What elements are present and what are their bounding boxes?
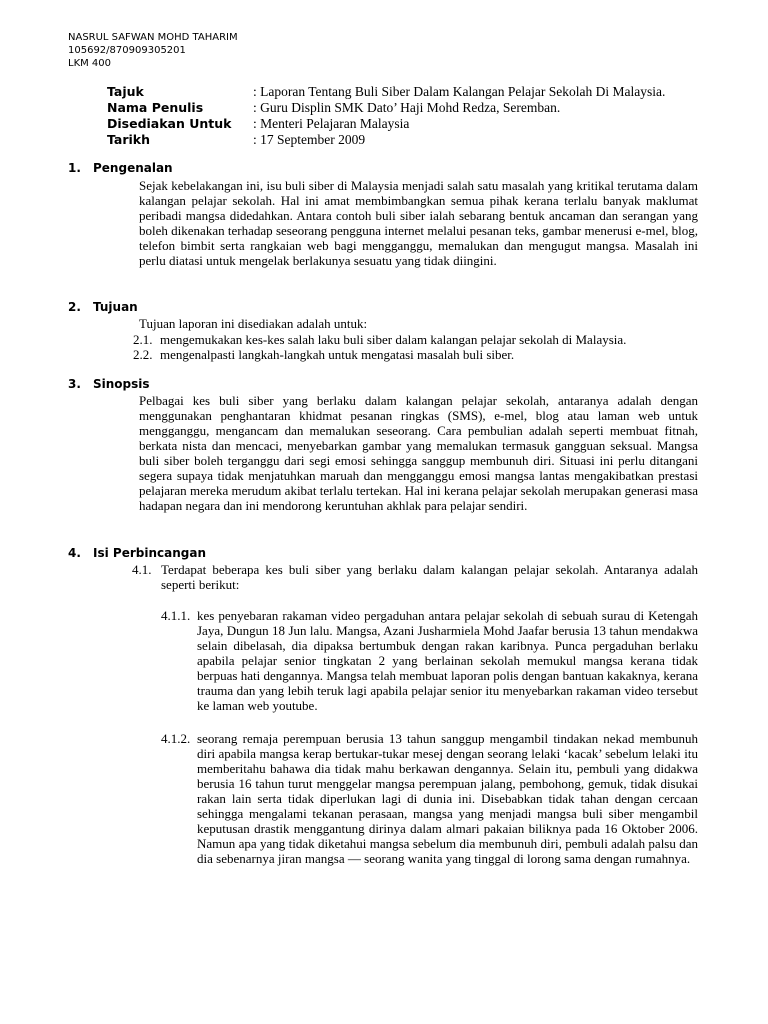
report-meta — [107, 84, 747, 148]
item-4-1-2-number: 4.1.2. — [161, 731, 191, 746]
item-4-1-text: Terdapat beberapa kes buli siber yang berlaku dalam kalangan pelajar sekolah. Antaranya adalah seperti berikut: — [161, 562, 698, 592]
author-header — [68, 31, 238, 70]
section-4-number: 4. — [68, 546, 81, 560]
meta-row-untuk — [107, 116, 747, 132]
section-1-title: Pengenalan — [93, 161, 173, 175]
meta-val-tarikh: : 17 September 2009 — [253, 132, 366, 147]
meta-val-penulis: : Guru Displin SMK Dato’ Haji Mohd Redza, Seremban. — [253, 100, 561, 115]
section-2-item-1-text: mengemukakan kes-kes salah laku buli siber dalam kalangan pelajar sekolah di Malaysia. — [160, 332, 627, 347]
item-4-1-1-text: kes penyebaran rakaman video pergaduhan antara pelajar sekolah di sebuah surau di Ketengah Jaya, Dungun 18 Jun lalu. Mangsa, Azani Jusharmiela Mohd Jaafar berusia 13 tahun mendakwa selain dibelasah, dia dipaksa bertumbuk dengan rakan karibnya. Punca pergaduhan berlaku apabila pelajar senior tingkatan 2 yang berlainan sekolah memukul mangsa kerana tidak berpuas hati dengannya. Mangsa telah membuat laporan polis dengan bantuan kakaknya, kerana trauma dan yang lebih teruk lagi apabila pelajar senior itu menyebarkan rakaman video tersebut ke laman web youtube. — [197, 608, 698, 713]
section-1-number: 1. — [68, 161, 81, 175]
meta-key-penulis: Nama Penulis — [107, 100, 204, 115]
section-2-item-2-number: 2.2. — [133, 347, 153, 362]
section-2-title: Tujuan — [93, 300, 138, 314]
section-2-item-2-text: mengenalpasti langkah-langkah untuk mengatasi masalah buli siber. — [160, 347, 515, 362]
meta-row-penulis — [107, 100, 747, 116]
author-name: NASRUL SAFWAN MOHD TAHARIM — [68, 32, 238, 43]
meta-key-tajuk: Tajuk — [107, 84, 144, 99]
section-3-title: Sinopsis — [93, 377, 150, 391]
section-3-body: Pelbagai kes buli siber yang berlaku dalam kalangan pelajar sekolah, antaranya adalah dengan menggunakan penghantaran khidmat pesanan ringkas (SMS), e-mel, blog atau laman web untuk mengganggu, mengancam dan memalukan seseorang. Cara pembulian adalah seperti membuat fitnah, berkata nista dan mencaci, menyebarkan gambar yang memalukan termasuk gangguan seksual. Mangsa buli siber boleh terganggu dari segi emosi sehingga sanggup membunuh diri. Situasi ini perlu ditangani segera supaya tidak menjatuhkan maruah dan mengganggu emosi mangsa lantas mengakibatkan prestasi pelajaran mereka merudum akibat terlalu tertekan. Hal ini kerana pelajar sekolah merupakan generasi masa hadapan negara dan ini mendorong keruntuhan akhlak para pelajar sendiri. — [139, 393, 698, 513]
meta-row-tajuk — [107, 84, 747, 100]
section-4-title: Isi Perbincangan — [93, 546, 206, 560]
section-2-item-1 — [133, 332, 626, 347]
section-2-intro: Tujuan laporan ini disediakan adalah untuk: — [139, 316, 368, 331]
item-4-1-2-text: seorang remaja perempuan berusia 13 tahun sanggup mengambil tindakan nekad membunuh diri apabila mangsa kerap bertukar-tukar mesej dengan seorang lelaki ‘kacak’ sebelum lelaki itu memberitahu bahawa dia tidak mahu berkawan dengannya. Selain itu, pembuli yang didakwa berusia 16 tahun turut menggelar mangsa perempuan jalang, pembohong, gemuk, tidak disukai rakan lain serta tidak diperlukan lagi di dunia ini. Disebabkan tidak tahan dengan cercaan sehingga mengalami tekanan perasaan, mangsa yang menjadi mangsa buli siber mengambil keputusan drastik menggantung dirinya dalam almari pakaian biliknya pada 16 Oktober 2006. Namun apa yang tidak diketahui mangsa sebelum dia membunuh diri, pembuli adalah palsu dan dia sebenarnya jiran mangsa — seorang wanita yang tinggal di lorong sama dengan rumahnya. — [197, 731, 698, 866]
meta-key-tarikh: Tarikh — [107, 132, 151, 147]
author-id: 105692/870909305201 — [68, 45, 186, 56]
course-code: LKM 400 — [68, 58, 112, 69]
section-2-number: 2. — [68, 300, 81, 314]
meta-row-tarikh — [107, 132, 747, 148]
section-3-number: 3. — [68, 377, 81, 391]
section-1-body: Sejak kebelakangan ini, isu buli siber di Malaysia menjadi salah satu masalah yang kritikal terutama dalam kalangan pelajar sekolah. Hal ini amat membimbangkan semua pihak kerana terlalu banyak maklumat peribadi mangsa didedahkan. Antara contoh buli siber ialah sebarang bentuk ancaman dan serangan yang boleh dikenakan terhadap seseorang pengguna internet melalui pesanan teks, gambar menerusi e-mel, blog, telefon bimbit serta rangkaian web bagi mengganggu, memalukan dan mengugut mangsa. Masalah ini perlu diatasi untuk mengelak berlakunya sesuatu yang tidak diingini. — [139, 178, 698, 268]
item-4-1-number: 4.1. — [132, 562, 152, 577]
meta-val-untuk: : Menteri Pelajaran Malaysia — [253, 116, 410, 131]
meta-val-tajuk: : Laporan Tentang Buli Siber Dalam Kalangan Pelajar Sekolah Di Malaysia. — [253, 84, 666, 99]
section-2-item-1-number: 2.1. — [133, 332, 153, 347]
section-2-item-2 — [133, 347, 514, 362]
meta-key-untuk: Disediakan Untuk — [107, 116, 232, 131]
item-4-1-1-number: 4.1.1. — [161, 608, 191, 623]
